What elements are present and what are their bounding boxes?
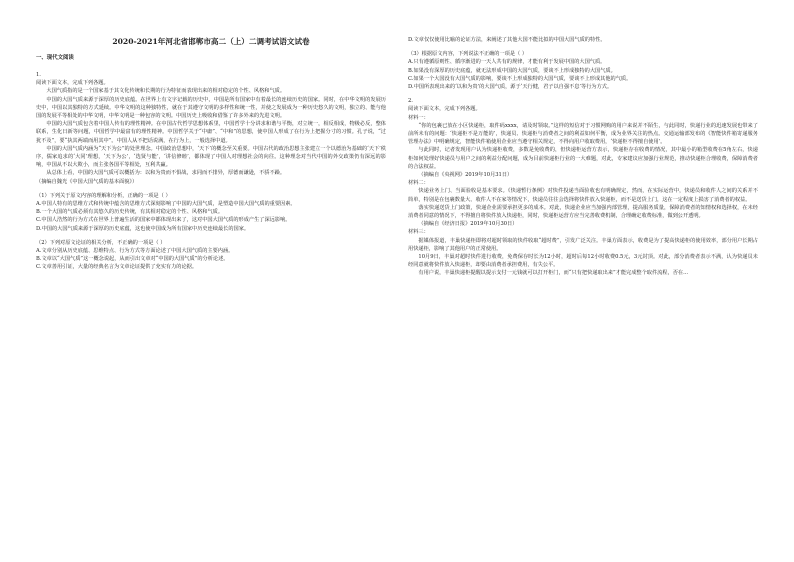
answer-option: C.文章善用引证，大量的经典名言为文章论证提供了充实有力的论据。 bbox=[36, 264, 198, 271]
material-1-label: 材料一： bbox=[408, 114, 429, 121]
material-paragraph: 有用户说，丰巢快递柜提醒以提示支付一元钱就可以打开柜门，而“只有把快递取出来”才能完成整个取件流程，否在... bbox=[418, 270, 689, 277]
answer-option: C.中国人浩然的行为方式在世界上普遍生活的国家中都体现出来了，这对中国大国气质的形成产生了深远影响。 bbox=[36, 217, 291, 224]
question-2-option-d bbox=[408, 36, 758, 44]
material-paragraph: “你的包裹已放在小区快递柜，取件码xxxx，请及时领取。”这样的短信对于习惯网购的用户来说并不陌生，与此同时，快递行业的迅速发展也带来了前所未有的问题：‘快递柜不是万能的’，快递员、快递柜与消费者之间的利益如何平衡，成为业界关注的热点。交通运输部发布的《智能快件箱寄递服务管理办法》中明确规定，智能快件箱使用企业应当遵守相关规定，不得向用户收取费用，‘快递柜不得擅自使用’。 bbox=[408, 122, 758, 146]
question-intro-1: 阅读下面文本，完成下列各题。 bbox=[36, 80, 109, 87]
passage-paragraph: 从总体上看，中国的大国气质可以概括为：以和为贵而不惧战，求同而不排异，厚德而谦逊，不骄不躁。 bbox=[46, 170, 286, 177]
question-3-stem: （3）根据原文内容，下列说法不正确的一项是（ ） bbox=[408, 51, 528, 58]
answer-option: D.中国的大国气质来源于深厚的历史底蕴，这也使中国成为所有国家中历史连续最长的国家。 bbox=[36, 225, 250, 232]
passage-paragraph: 中国的大国气质内涵为“天下为公”的处世理念。中国政治思想中，‘天下’的概念至关重要。中国古代的政治思想主张建立一个以德治为基础的‘天下’秩序，儒家追求的‘大同’理想，‘天下为公’，‘选贤与能’，‘讲信修睦’，都体现了中国人对理想社会的向往。这种理念对当代中国的外交政策仍有深远的影响，中国从不以大欺小，而主张各国平等相处，互利共赢。 bbox=[36, 145, 386, 169]
question-1-stem: （1）下列关于原文内容的理解和分析，正确的一项是（ ） bbox=[36, 192, 171, 199]
answer-option: B.如果没有深厚的历史底蕴，就无法形成中国的大国气质，要谈不上形成独特的大国气质。 bbox=[408, 67, 616, 74]
material-1-text bbox=[408, 122, 758, 179]
material-2-label: 材料二： bbox=[408, 180, 429, 187]
passage-paragraph: 中国的大国气质包含着中国人传有的理性精神。在中国古代哲学思想体系里，中国哲学十分讲求和谐与平衡，对立统一，相反相成，物极必反，整体联系，生化日新等问题，中国哲学中最富有的理性精神。中国哲学关于“中庸”、“中和”的思想，使中国人形成了在行为上把握分寸的习惯。孔子说，“过犹不及”，要“执其两端而用其中”。中国人从不把话说满，在行为上，一般选择中道。 bbox=[36, 121, 386, 144]
material-3-text bbox=[408, 237, 758, 278]
material-3-label: 材料三： bbox=[408, 229, 429, 236]
material-paragraph: （摘编自《央视网》2019年10月31日） bbox=[418, 172, 513, 179]
material-paragraph: 落实快递送货上门政策，快递企业需要承担更多的成本。对此，快递企业应当加强内部管理，提高服务质量，保障消费者的知情权和选择权，在未经消费者同意的情况下，不得擅自将快件放入快递柜，同时，快递柜运营方应当完善收费机制，合理确定收费标准，做到公开透明。 bbox=[408, 204, 758, 220]
question-intro-2: 阅读下面文本，完成下列各题。 bbox=[408, 106, 481, 113]
answer-option: A.中国人特有的思维方式和传统中蕴含的思维方式深刻影响了中国的大国气质，是塑造中国大国气质的重要因素。 bbox=[36, 201, 296, 208]
question-2-stem: （2）下列对原文论证的相关分析，不正确的一项是（ ） bbox=[36, 239, 166, 246]
answer-option: C.如果一个大国没有大国气质的影响，要谈不上形成独特的大国气质，要谈不上形成其他的气质。 bbox=[408, 75, 632, 82]
material-paragraph: 据媒体报道，丰巢快递柜即将对超时领取的快件收取“超时费”，引发广泛关注。丰巢方面表示，收费是为了提高快递柜的使用效率，部分用户长期占用快递柜，影响了其他用户的正常使用。 bbox=[408, 237, 758, 252]
left-column bbox=[36, 36, 386, 272]
passage-paragraph: 中国的大国气质来源于深厚的历史底蕴。在世界上有文字记载的历史中，中国是所有国家中有着最长的连续历史的国家。同时，在中华文明的发展历史中，中国以其独特的方式延续。中华文明的这种独特性，就在于其遵守文明的多样性和统一性，并使之发展成为一种历史悠久的文明，独立的、能与他国的发展平等相处的中华文明，中华文明是一种包容的文明。中国历史上吸收和借鉴了许多外来的先进文明。 bbox=[36, 96, 386, 120]
material-paragraph: （摘编自《经济日报》2019年10月30日） bbox=[418, 221, 518, 228]
reading-passage-1 bbox=[36, 87, 386, 177]
question-1-options bbox=[36, 200, 386, 233]
source-note-1: （摘编自魏光《中国大国气质的基本面貌》） bbox=[36, 178, 138, 185]
answer-option: B.一个大国的气质必须有其悠久的历史传统，有其相对稳定的个性、风格和气质。 bbox=[36, 209, 224, 216]
exam-title: 2020-2021年河北省邯郸市高二（上）二调考试语文试卷 bbox=[112, 37, 310, 46]
right-column bbox=[408, 36, 758, 278]
question-2-options bbox=[36, 247, 386, 272]
section-heading-reading: 一、现代文阅读 bbox=[36, 55, 74, 61]
passage-paragraph: 大国气质指的是一个国家基于其文化传统和长期的行为特征而表现出来的相对稳定的个性、风格和气质。 bbox=[46, 88, 286, 95]
material-paragraph: 10月9日，丰巢对超时快件进行收费，免费保存时长为12小时，超时后每12小时收费0.5元，3元封顶。对此，部分消费者表示不满，认为快递员未经同意就将快件放入快递柜，却要由消费者承担费用，有失公平。 bbox=[408, 254, 758, 269]
material-paragraph: 快递业务上门、当面验收是基本要求。《快递暂行条例》对快件投递当面验收也有明确规定，然而，在实际运营中，快递员和收件人之间的关系并不简单，特别是在包裹数量大、收件人不在家等情况下，快递员往往会选择将快件放入快递柜，而不是送货上门，这在一定程度上损害了消费者的权益。 bbox=[408, 188, 758, 203]
question-number-1: 1. bbox=[36, 72, 41, 78]
question-number-2: 2. bbox=[408, 98, 413, 105]
answer-option: B.文章以“大国气质”这一概念说起，从而引出文章对“中国的大国气质”的分析论述。 bbox=[36, 256, 229, 263]
answer-option: D.文章仅仅使用比喻的论证方法，来阐述了其他大国不能比拟的中国大国气质的特性。 bbox=[408, 37, 606, 43]
answer-option: A.文章分别从历史底蕴、思维特点、行为方式等方面论述了中国大国气质的主要内涵。 bbox=[36, 248, 234, 255]
material-2-text bbox=[408, 187, 758, 228]
answer-option: A.只有遵循原则性、循序渐进的一天人共有的规律，才能有利于发展中国的大国气质。 bbox=[408, 59, 606, 66]
answer-option: D.中国所表现出来的‘以和为贵’的大国气质，源于‘天行健，君子以自强不息’等行为方式。 bbox=[408, 84, 613, 91]
material-paragraph: 与此同时，记者发现用户认为快递柜收费，多数是免收费的，但快递柜运营方表示，快递柜存在收费的情况，其中最小的箱型收费在5角左右，快递柜如何处理好快递员与用户之间的利益分配问题，成为目前快递柜行业的一大难题，对此，专家建议应加强行业规范，推动快递柜合理收费，保障消费者的合法权益。 bbox=[408, 147, 758, 170]
question-3-options bbox=[408, 58, 758, 91]
